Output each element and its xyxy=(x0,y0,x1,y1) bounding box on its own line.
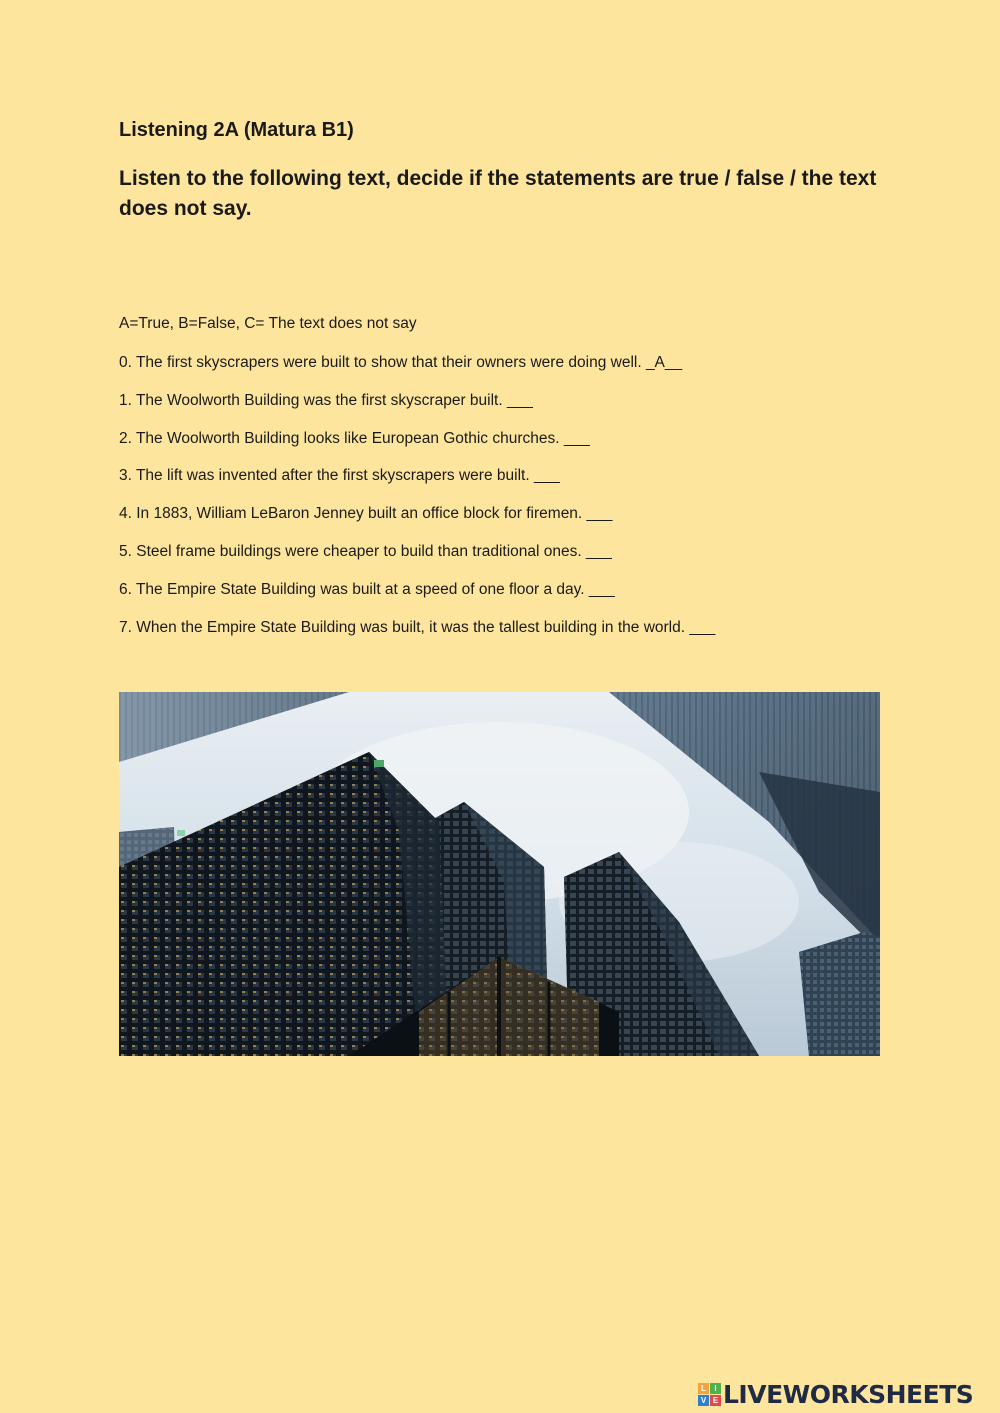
skyscrapers-photo xyxy=(119,692,880,1056)
statement-list xyxy=(119,353,715,655)
mark-letter: I xyxy=(710,1383,721,1394)
liveworksheets-logo xyxy=(698,1377,973,1411)
statement-item: 6. The Empire State Building was built at a speed of one floor a day. ___ xyxy=(119,580,615,598)
skyscrapers-illustration xyxy=(119,692,880,1056)
statement-item: 5. Steel frame buildings were cheaper to build than traditional ones. ___ xyxy=(119,542,612,560)
instruction-text: Listen to the following text, decide if the statements are true / false / the text does not say. xyxy=(119,167,877,220)
mark-letter: V xyxy=(698,1395,709,1406)
worksheet-title: Listening 2A (Matura B1) xyxy=(119,119,354,141)
answer-key-legend: A=True, B=False, C= The text does not say xyxy=(119,315,417,332)
statement-item: 4. In 1883, William LeBaron Jenney built an office block for firemen. ___ xyxy=(119,505,613,523)
statement-item: 1. The Woolworth Building was the first skyscraper built. ___ xyxy=(119,391,533,409)
statement-item: 3. The lift was invented after the first skyscrapers were built. ___ xyxy=(119,467,560,485)
statement-item: 2. The Woolworth Building looks like European Gothic churches. ___ xyxy=(119,429,590,447)
statement-item: 7. When the Empire State Building was built, it was the tallest building in the world. ___ xyxy=(119,618,716,636)
mark-letter: L xyxy=(698,1383,709,1394)
brand-name: LIVEWORKSHEETS xyxy=(723,1379,974,1409)
liveworksheets-mark-icon xyxy=(698,1383,721,1406)
statement-item: 0. The first skyscrapers were built to show that their owners were doing well. _A__ xyxy=(119,354,683,371)
mark-letter: E xyxy=(710,1395,721,1406)
